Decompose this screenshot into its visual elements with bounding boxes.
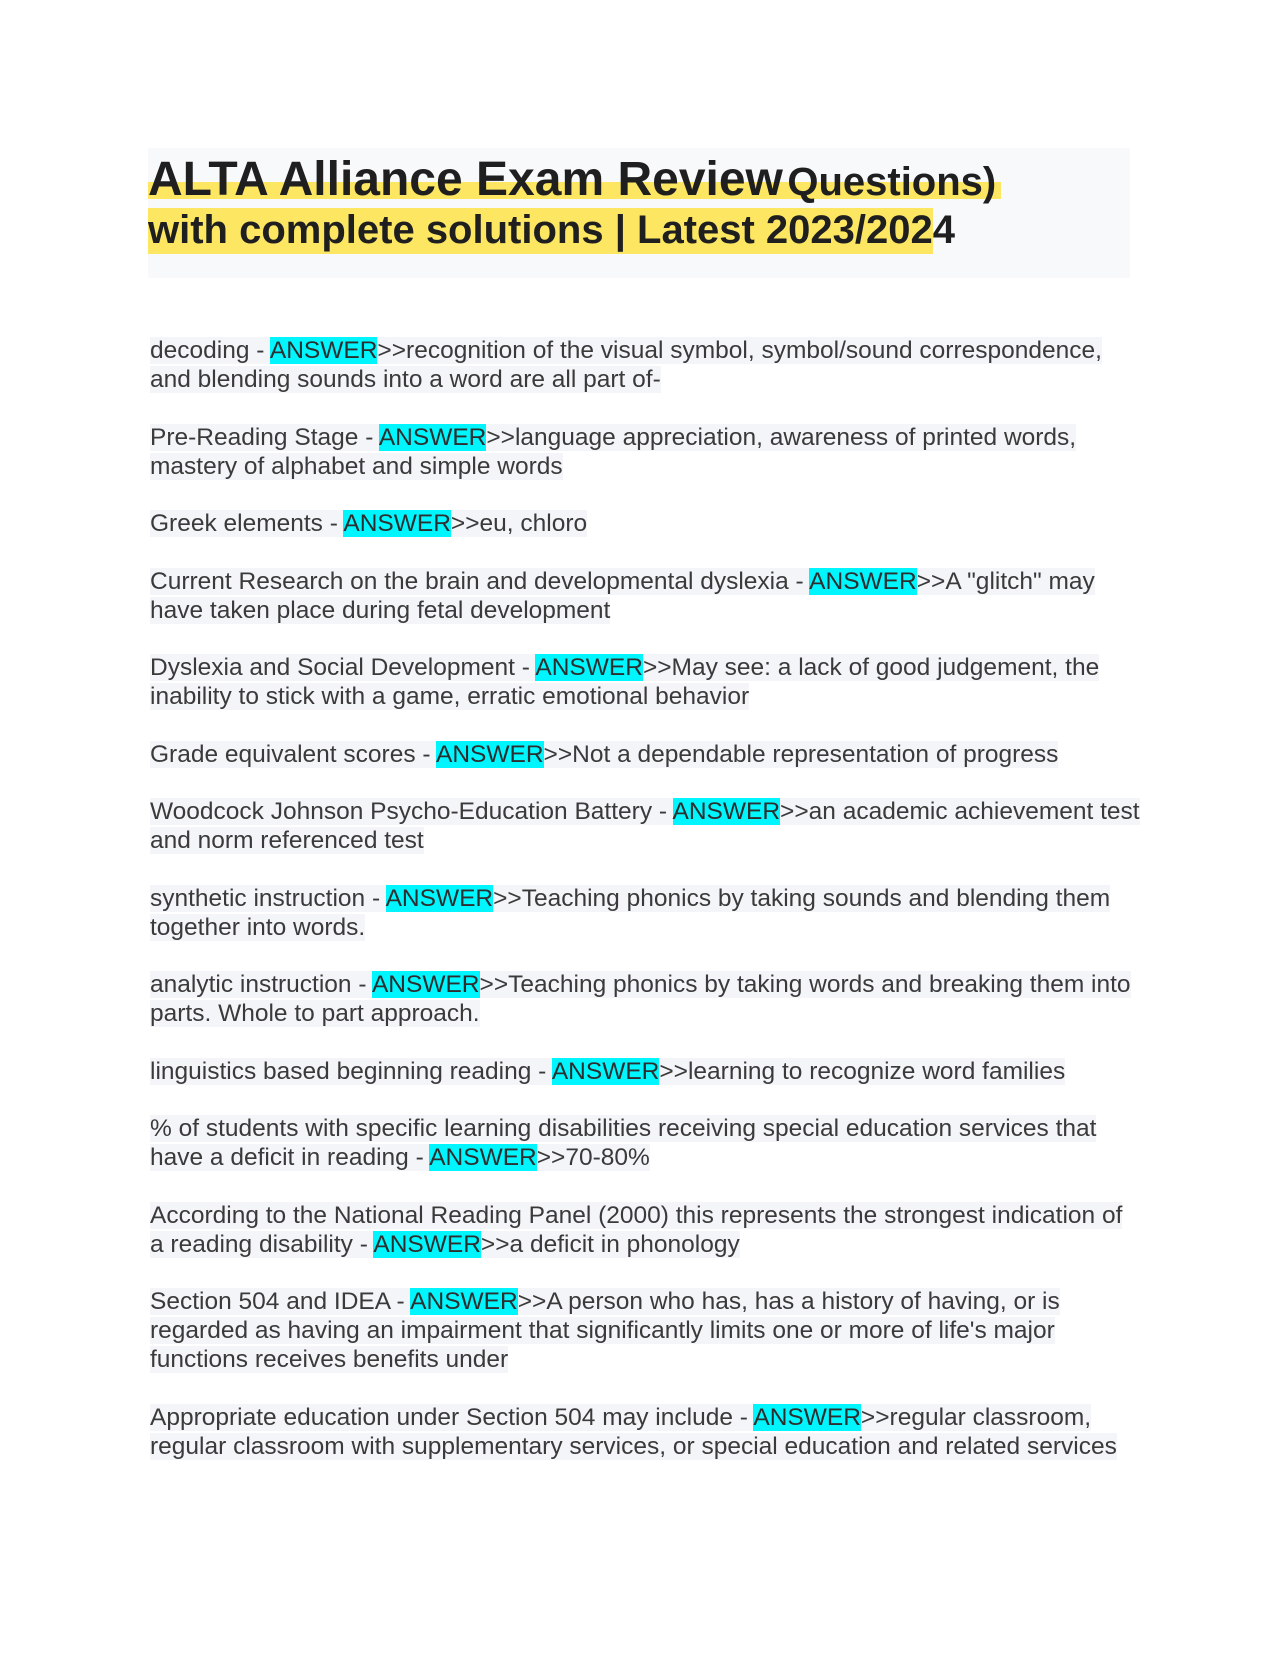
qa-item: [150, 336, 1140, 394]
question-text: Section 504 and IDEA -: [150, 1288, 411, 1315]
question-text: decoding -: [150, 337, 270, 364]
answer-text: >>May see: a lack of good judgement, the inability to stick with a game, erratic emotional behavior: [150, 654, 1100, 710]
question-text: Woodcock Johnson Psycho-Education Battery -: [150, 798, 673, 825]
question-text: Greek elements -: [150, 510, 344, 537]
answer-text: >>a deficit in phonology: [480, 1230, 740, 1258]
question-text: Pre-Reading Stage -: [150, 423, 379, 451]
answer-text: >>70-80%: [536, 1144, 650, 1171]
answer-label: ANSWER: [535, 654, 643, 681]
title-line-2-tail: 4: [932, 208, 956, 252]
qa-line: [150, 1058, 1065, 1085]
qa-item: [150, 1287, 1140, 1374]
answer-label: ANSWER: [371, 971, 480, 998]
document-title: [148, 148, 1130, 278]
qa-line: [150, 1115, 1096, 1171]
qa-item: [150, 797, 1140, 855]
qa-line: [150, 885, 1110, 941]
question-text: linguistics based beginning reading -: [150, 1057, 552, 1085]
answer-text: >>A person who has, has a history of having, or is regarded as having an impairment that significantly limits one or more of life's major functions receives benefits under: [150, 1288, 1060, 1373]
qa-item: [150, 740, 1140, 769]
qa-item: [150, 653, 1140, 711]
title-tail: Questions): [787, 160, 997, 204]
qa-item: [150, 970, 1140, 1028]
answer-text: >>A "glitch" may have taken place during fetal development: [150, 567, 1095, 624]
qa-line: [150, 1202, 1122, 1258]
answer-text: >>an academic achievement test and norm referenced test: [150, 798, 1140, 854]
qa-line: [150, 1288, 1060, 1373]
question-text: % of students with specific learning disabilities receiving special education services that have a deficit in reading -: [150, 1115, 1097, 1171]
question-text: analytic instruction -: [150, 971, 372, 998]
answer-text: >>language appreciation, awareness of printed words, mastery of alphabet and simple words: [150, 423, 1077, 480]
question-text: Grade equivalent scores -: [150, 740, 436, 768]
qa-list: [150, 336, 1140, 1489]
qa-line: [150, 741, 1058, 768]
qa-line: [150, 568, 1095, 624]
answer-text: >>Teaching phonics by taking sounds and blending them together into words.: [150, 884, 1111, 941]
qa-line: [150, 798, 1140, 854]
answer-label: ANSWER: [436, 740, 544, 768]
qa-line: [150, 337, 1102, 393]
title-main: ALTA Alliance Exam Review: [148, 153, 783, 206]
qa-item: [150, 423, 1140, 481]
qa-item: [150, 1403, 1140, 1461]
answer-text: >>recognition of the visual symbol, symbol/sound correspondence, and blending sounds into a word are all part of-: [150, 337, 1102, 393]
qa-item: [150, 1114, 1140, 1172]
qa-item: [150, 1057, 1140, 1086]
qa-item: [150, 567, 1140, 625]
answer-label: ANSWER: [429, 1144, 537, 1171]
answer-text: >>regular classroom, regular classroom with supplementary services, or special education and related services: [150, 1403, 1117, 1460]
answer-label: ANSWER: [385, 884, 494, 912]
question-text: Appropriate education under Section 504 may include -: [150, 1403, 754, 1431]
answer-text: >>Not a dependable representation of progress: [543, 740, 1059, 768]
question-text: Dyslexia and Social Development -: [150, 654, 536, 681]
answer-label: ANSWER: [343, 510, 451, 537]
title-line-2-highlighted: with complete solutions | Latest 2023/202: [148, 208, 933, 252]
qa-item: [150, 1201, 1140, 1259]
qa-line: [150, 1404, 1117, 1460]
answer-text: >>eu, chloro: [450, 510, 588, 537]
answer-label: ANSWER: [551, 1057, 660, 1085]
question-text: According to the National Reading Panel (2000) this represents the strongest indication of a reading disability -: [150, 1201, 1123, 1258]
answer-label: ANSWER: [373, 1230, 481, 1258]
question-text: Current Research on the brain and developmental dyslexia -: [150, 567, 810, 595]
qa-item: [150, 884, 1140, 942]
answer-label: ANSWER: [410, 1288, 518, 1315]
title-line-2: [148, 210, 955, 250]
answer-label: ANSWER: [809, 567, 917, 595]
qa-line: [150, 510, 587, 537]
answer-label: ANSWER: [753, 1403, 861, 1431]
answer-text: >>Teaching phonics by taking words and breaking them into parts. Whole to part approach.: [150, 971, 1131, 1027]
answer-label: ANSWER: [269, 337, 378, 364]
title-line-1: [148, 153, 1001, 206]
qa-line: [150, 971, 1131, 1027]
answer-label: ANSWER: [378, 423, 487, 451]
qa-line: [150, 654, 1099, 710]
answer-text: >>learning to recognize word families: [659, 1057, 1066, 1085]
qa-line: [150, 424, 1076, 480]
answer-label: ANSWER: [672, 798, 781, 825]
question-text: synthetic instruction -: [150, 884, 386, 912]
qa-item: [150, 509, 1140, 538]
